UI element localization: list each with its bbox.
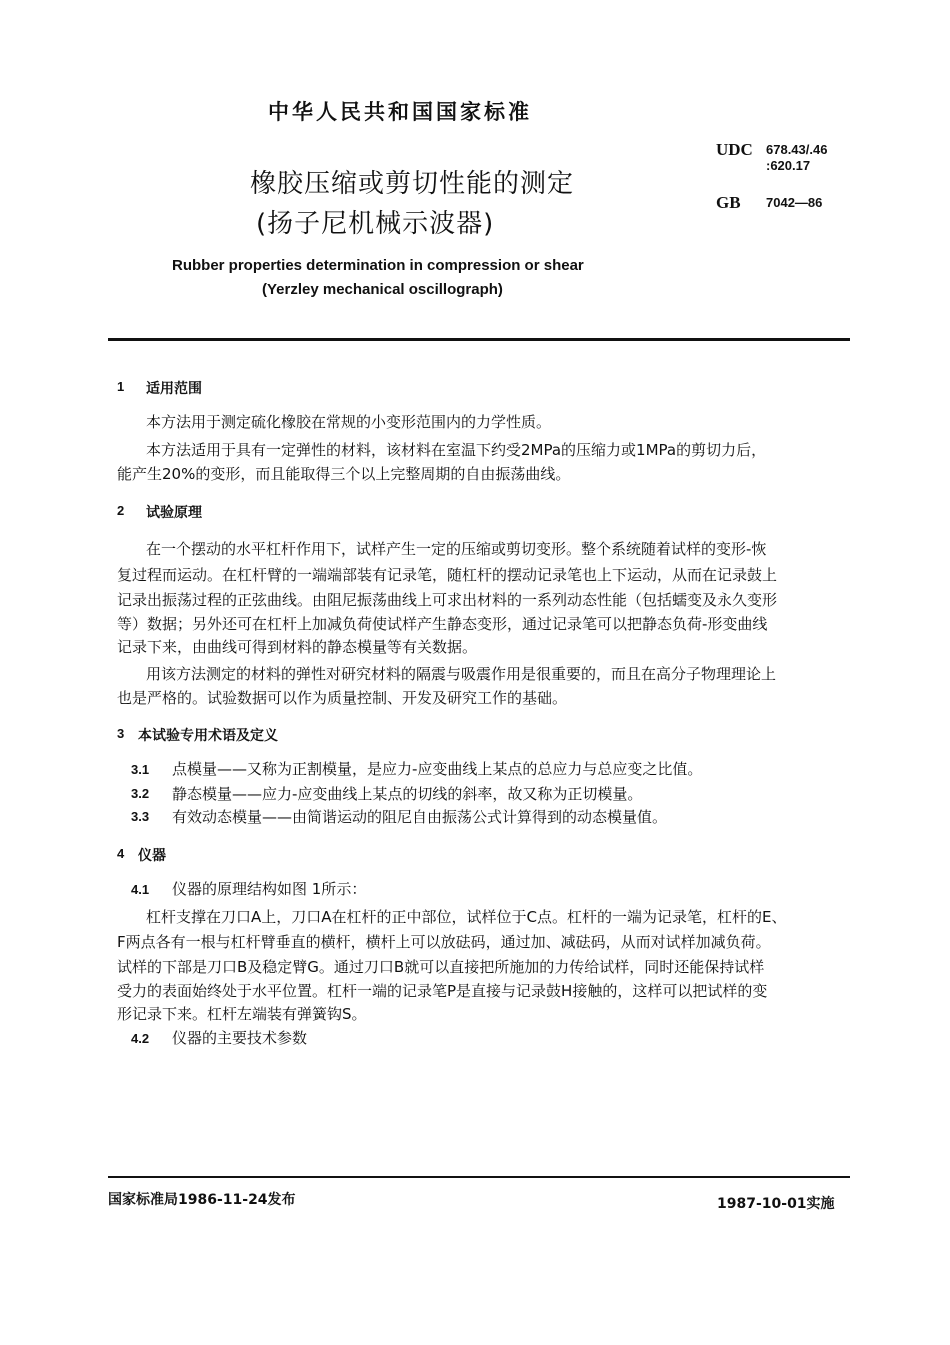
section-4-paragraph-line4: 受力的表面始终处于水平位置。杠杆一端的记录笔P是直接与记录鼓H接触的，这样可以把试样的变 xyxy=(117,982,768,1000)
header-divider xyxy=(108,338,850,341)
term-3-2-definition: 静态模量——应力-应变曲线上某点的切线的斜率，故又称为正切模量。 xyxy=(172,785,643,803)
gb-code: 7042—86 xyxy=(766,195,823,210)
subsection-4-2-title: 仪器的主要技术参数 xyxy=(172,1029,308,1047)
section-4-paragraph-line2: F两点各有一根与杠杆臂垂直的横杆，横杆上可以放砝码，通过加、减砝码，从而对试样加减负荷。 xyxy=(117,933,771,951)
document-title-cn-line1: 橡胶压缩或剪切性能的测定 xyxy=(250,169,575,199)
section-1-paragraph-2-line1: 本方法适用于具有一定弹性的材料，该材料在室温下约受2MPa的压缩力或1MPa的剪切力后， xyxy=(146,441,767,459)
term-3-1-definition: 点模量——又称为正割模量，是应力-应变曲线上某点的总应力与总应变之比值。 xyxy=(172,760,703,778)
section-3-number: 3 xyxy=(117,726,125,741)
section-2-paragraph-1-line1: 在一个摆动的水平杠杆作用下，试样产生一定的压缩或剪切变形。整个系统随着试样的变形-恢 xyxy=(146,540,767,558)
term-3-3-number: 3.3 xyxy=(131,809,150,824)
udc-code xyxy=(766,142,827,174)
section-4-number: 4 xyxy=(117,846,125,861)
term-3-1-number: 3.1 xyxy=(131,762,150,777)
subsection-4-1-number: 4.1 xyxy=(131,882,150,897)
udc-code-line1: 678.43/.46 xyxy=(766,142,828,157)
subsection-4-1-title: 仪器的原理结构如图 1所示： xyxy=(172,880,367,898)
standard-category-title: 中华人民共和国国家标准 xyxy=(268,100,532,124)
issue-date: 国家标准局1986-11-24发布 xyxy=(108,1192,296,1208)
section-2-paragraph-1-line3: 记录出振荡过程的正弦曲线。由阻尼振荡曲线上可求出材料的一系列动态性能（包括蠕变及永久变形 xyxy=(117,591,778,609)
subsection-4-2-number: 4.2 xyxy=(131,1031,150,1046)
section-2-number: 2 xyxy=(117,503,125,518)
document-title-en-line1: Rubber properties determination in compression or shear xyxy=(172,257,584,274)
term-3-2-number: 3.2 xyxy=(131,786,150,801)
section-2-paragraph-1-line4: 等）数据；另外还可在杠杆上加减负荷使试样产生静态变形，通过记录笔可以把静态负荷-形变曲线 xyxy=(117,615,768,633)
section-3-title: 本试验专用术语及定义 xyxy=(138,728,278,744)
section-1-title: 适用范围 xyxy=(146,381,202,397)
footer-divider xyxy=(108,1176,850,1178)
section-4-paragraph-line3: 试样的下部是刀口B及稳定臂G。通过刀口B就可以直接把所施加的力传给试样，同时还能保持试样 xyxy=(117,958,765,976)
section-2-paragraph-2-line2: 也是严格的。试验数据可以作为质量控制、开发及研究工作的基础。 xyxy=(117,689,568,707)
effective-date: 1987-10-01实施 xyxy=(717,1196,835,1212)
section-2-paragraph-1-line5: 记录下来，由曲线可得到材料的静态模量等有关数据。 xyxy=(117,638,478,656)
section-4-title: 仪器 xyxy=(138,848,166,864)
section-2-paragraph-1-line2: 复过程而运动。在杠杆臂的一端端部装有记录笔，随杠杆的摆动记录笔也上下运动，从而在记录鼓上 xyxy=(117,566,778,584)
gb-label: GB xyxy=(716,193,741,212)
section-2-paragraph-2-line1: 用该方法测定的材料的弹性对研究材料的隔震与吸震作用是很重要的，而且在高分子物理理论上 xyxy=(146,665,777,683)
section-1-number: 1 xyxy=(117,379,125,394)
section-4-paragraph-line5: 形记录下来。杠杆左端装有弹簧钩S。 xyxy=(117,1005,367,1023)
document-title-en-line2: (Yerzley mechanical oscillograph) xyxy=(262,281,503,298)
section-1-paragraph-2-line2: 能产生20%的变形，而且能取得三个以上完整周期的自由振荡曲线。 xyxy=(117,465,571,483)
document-title-cn-line2: (扬子尼机械示波器) xyxy=(256,209,495,239)
term-3-3-definition: 有效动态模量——由简谐运动的阻尼自由振荡公式计算得到的动态模量值。 xyxy=(172,808,668,826)
udc-code-line2: :620.17 xyxy=(766,158,811,173)
section-4-paragraph-line1: 杠杆支撑在刀口A上，刀口A在杠杆的正中部位，试样位于C点。杠杆的一端为记录笔，杠杆的E、 xyxy=(146,908,787,926)
udc-label: UDC xyxy=(716,140,753,159)
section-2-title: 试验原理 xyxy=(146,505,202,521)
section-1-paragraph-1: 本方法用于测定硫化橡胶在常规的小变形范围内的力学性质。 xyxy=(146,413,552,431)
